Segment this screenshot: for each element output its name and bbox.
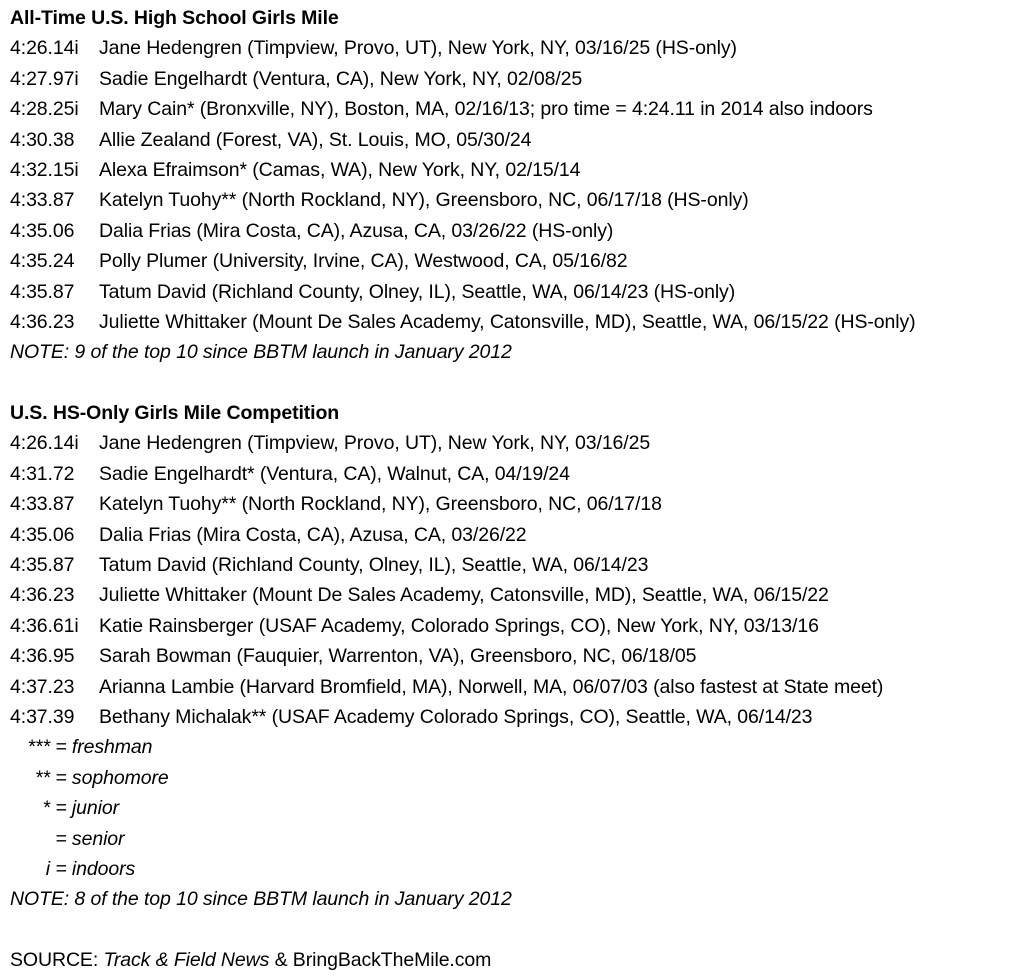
- section2-note: NOTE: 8 of the top 10 since BBTM launch in January 2012: [10, 888, 512, 911]
- legend-symbol: **: [35, 766, 50, 789]
- mile-time: 4:30.38: [10, 128, 75, 151]
- athlete-entry: Juliette Whittaker (Mount De Sales Academy, Catonsville, MD), Seattle, WA, 06/15/22 (HS-only): [99, 310, 916, 333]
- athlete-entry: Katelyn Tuohy** (North Rockland, NY), Greensboro, NC, 06/17/18: [99, 493, 662, 516]
- legend-meaning: = indoors: [55, 857, 136, 880]
- legend-symbol: *: [42, 797, 50, 820]
- list-item: [10, 672, 1028, 702]
- mile-time: 4:33.87: [10, 493, 75, 516]
- mile-time: 4:28.25i: [10, 98, 79, 121]
- legend-item: [10, 824, 1028, 854]
- list-item: [10, 64, 1028, 94]
- list-item: [10, 307, 1028, 337]
- athlete-entry: Juliette Whittaker (Mount De Sales Academy, Catonsville, MD), Seattle, WA, 06/15/22: [99, 584, 829, 607]
- mile-time: 4:31.72: [10, 462, 75, 485]
- section2-title: U.S. HS-Only Girls Mile Competition: [10, 402, 340, 425]
- mile-time: 4:35.06: [10, 523, 75, 546]
- mile-time: 4:36.95: [10, 645, 75, 668]
- section1-list: [10, 33, 1028, 337]
- athlete-entry: Sadie Engelhardt (Ventura, CA), New York, NY, 02/08/25: [99, 67, 583, 90]
- legend-item: [10, 763, 1028, 793]
- mile-time: 4:27.97i: [10, 67, 79, 90]
- legend-meaning: = freshman: [55, 736, 153, 759]
- list-item: [10, 33, 1028, 63]
- list-item: [10, 580, 1028, 610]
- legend-meaning: = sophomore: [55, 766, 169, 789]
- legend: [10, 732, 1028, 884]
- athlete-entry: Katelyn Tuohy** (North Rockland, NY), Greensboro, NC, 06/17/18 (HS-only): [99, 189, 749, 212]
- mile-time: 4:32.15i: [10, 158, 79, 181]
- athlete-entry: Alexa Efraimson* (Camas, WA), New York, NY, 02/15/14: [99, 158, 581, 181]
- list-item: [10, 428, 1028, 458]
- section2-list: [10, 428, 1028, 732]
- mile-time: 4:36.61i: [10, 614, 79, 637]
- section1-title: All-Time U.S. High School Girls Mile: [10, 7, 339, 29]
- section1-note: NOTE: 9 of the top 10 since BBTM launch in January 2012: [10, 341, 512, 364]
- list-item: [10, 185, 1028, 215]
- mile-time: 4:26.14i: [10, 37, 79, 60]
- athlete-entry: Polly Plumer (University, Irvine, CA), Westwood, CA, 05/16/82: [99, 250, 628, 273]
- mile-time: 4:36.23: [10, 584, 75, 607]
- legend-item: [10, 732, 1028, 762]
- source-prefix: SOURCE:: [10, 949, 104, 972]
- mile-time: 4:35.87: [10, 554, 75, 577]
- source-suffix: & BringBackTheMile.com: [269, 949, 492, 972]
- mile-time: 4:35.06: [10, 219, 75, 242]
- list-item: [10, 94, 1028, 124]
- list-item: [10, 550, 1028, 580]
- legend-meaning: = junior: [55, 797, 120, 820]
- list-item: [10, 489, 1028, 519]
- athlete-entry: Tatum David (Richland County, Olney, IL), Seattle, WA, 06/14/23 (HS-only): [99, 280, 736, 303]
- athlete-entry: Allie Zealand (Forest, VA), St. Louis, MO, 05/30/24: [99, 128, 532, 151]
- list-item: [10, 277, 1028, 307]
- source-publication: Track & Field News: [103, 949, 270, 972]
- athlete-entry: Jane Hedengren (Timpview, Provo, UT), New York, NY, 03/16/25 (HS-only): [99, 37, 737, 60]
- source-line: [10, 945, 1028, 975]
- list-item: [10, 459, 1028, 489]
- list-item: [10, 520, 1028, 550]
- list-item: [10, 155, 1028, 185]
- mile-time: 4:35.87: [10, 280, 75, 303]
- athlete-entry: Dalia Frias (Mira Costa, CA), Azusa, CA, 03/26/22 (HS-only): [99, 219, 614, 242]
- legend-item: [10, 854, 1028, 884]
- athlete-entry: Arianna Lambie (Harvard Bromfield, MA), Norwell, MA, 06/07/03 (also fastest at State meet): [99, 675, 884, 698]
- mile-time: 4:26.14i: [10, 432, 79, 455]
- list-item: [10, 702, 1028, 732]
- mile-time: 4:33.87: [10, 189, 75, 212]
- legend-symbol: ***: [27, 736, 50, 759]
- athlete-entry: Katie Rainsberger (USAF Academy, Colorado Springs, CO), New York, NY, 03/13/16: [99, 614, 819, 637]
- mile-time: 4:37.39: [10, 705, 75, 728]
- list-item: [10, 216, 1028, 246]
- mile-time: 4:37.23: [10, 675, 75, 698]
- athlete-entry: Bethany Michalak** (USAF Academy Colorado Springs, CO), Seattle, WA, 06/14/23: [99, 705, 813, 728]
- list-item: [10, 611, 1028, 641]
- athlete-entry: Tatum David (Richland County, Olney, IL), Seattle, WA, 06/14/23: [99, 554, 649, 577]
- legend-item: [10, 793, 1028, 823]
- list-item: [10, 246, 1028, 276]
- mile-time: 4:36.23: [10, 310, 75, 333]
- legend-meaning: = senior: [55, 827, 125, 850]
- legend-symbol: i: [45, 857, 50, 880]
- list-item: [10, 641, 1028, 671]
- list-item: [10, 125, 1028, 155]
- mile-time: 4:35.24: [10, 250, 75, 273]
- athlete-entry: Jane Hedengren (Timpview, Provo, UT), New York, NY, 03/16/25: [99, 432, 651, 455]
- athlete-entry: Mary Cain* (Bronxville, NY), Boston, MA, 02/16/13; pro time = 4:24.11 in 2014 also indoors: [99, 98, 873, 121]
- spacer: [10, 915, 1028, 945]
- athlete-entry: Sadie Engelhardt* (Ventura, CA), Walnut, CA, 04/19/24: [99, 462, 570, 485]
- athlete-entry: Sarah Bowman (Fauquier, Warrenton, VA), Greensboro, NC, 06/18/05: [99, 645, 697, 668]
- athlete-entry: Dalia Frias (Mira Costa, CA), Azusa, CA, 03/26/22: [99, 523, 527, 546]
- spacer: [10, 368, 1028, 398]
